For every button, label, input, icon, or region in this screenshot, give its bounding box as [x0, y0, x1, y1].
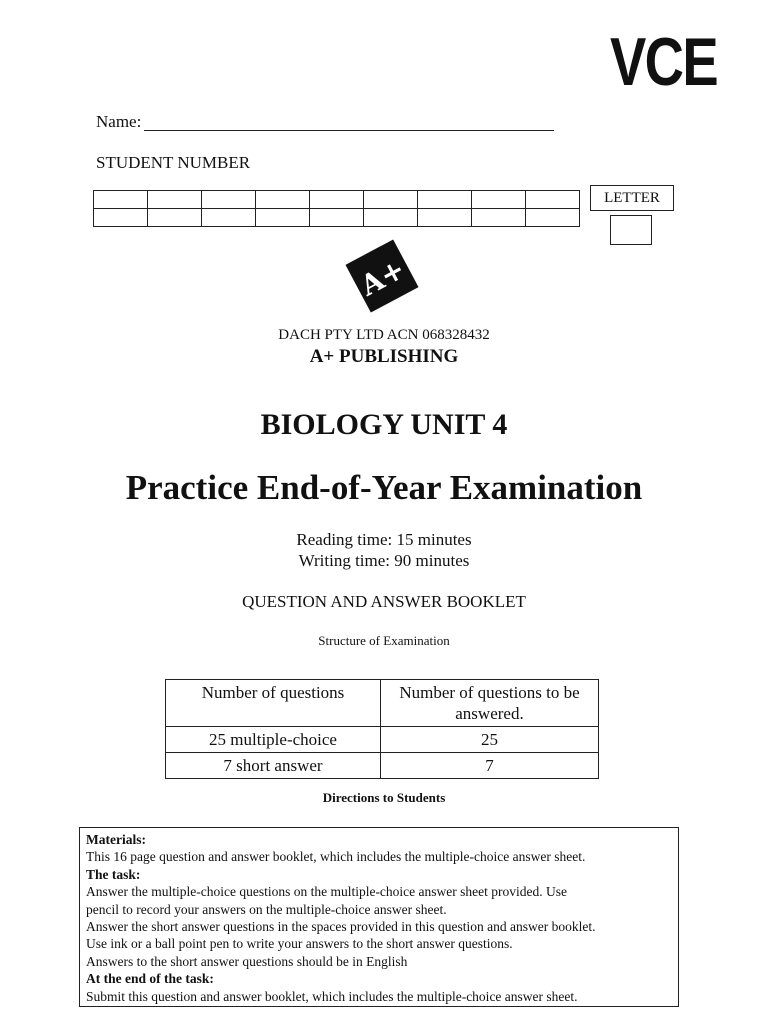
- student-number-cell[interactable]: [202, 191, 256, 209]
- student-number-cell[interactable]: [256, 191, 310, 209]
- company-info: DACH PTY LTD ACN 068328432: [278, 327, 490, 343]
- name-label: Name:: [96, 112, 142, 131]
- a-plus-logo: [343, 237, 421, 315]
- student-number-cell[interactable]: [94, 209, 148, 227]
- booklet-label: QUESTION AND ANSWER BOOKLET: [242, 592, 526, 611]
- student-number-label: STUDENT NUMBER: [96, 153, 251, 172]
- name-field-line[interactable]: [144, 130, 554, 131]
- task-line: Answer the short answer questions in the spaces provided in this question and answer booklet.: [86, 919, 596, 935]
- student-number-cell[interactable]: [526, 191, 580, 209]
- end-heading: At the end of the task:: [86, 971, 214, 987]
- student-number-cell[interactable]: [364, 209, 418, 227]
- end-text: Submit this question and answer booklet, which includes the multiple-choice answer sheet.: [86, 988, 578, 1004]
- task-line: Answer the multiple-choice questions on the multiple-choice answer sheet provided. Use: [86, 884, 567, 900]
- task-heading: The task:: [86, 866, 141, 882]
- table-row: [166, 727, 599, 753]
- task-line: pencil to record your answers on the multiple-choice answer sheet.: [86, 901, 447, 917]
- publisher-name: A+ PUBLISHING: [309, 346, 459, 367]
- task-line: Use ink or a ball point pen to write your answers to the short answer questions.: [86, 936, 513, 952]
- reading-time: Reading time: 15 minutes: [296, 530, 472, 549]
- structure-caption: Structure of Examination: [318, 633, 450, 648]
- materials-heading: Materials:: [86, 832, 146, 847]
- student-number-cell[interactable]: [472, 209, 526, 227]
- table-cell: 7 short answer: [166, 753, 381, 779]
- student-number-cell[interactable]: [310, 191, 364, 209]
- student-number-cell[interactable]: [418, 209, 472, 227]
- letter-box[interactable]: [610, 215, 652, 245]
- directions-caption: Directions to Students: [322, 790, 446, 805]
- student-number-cell[interactable]: [202, 209, 256, 227]
- student-number-cell[interactable]: [148, 209, 202, 227]
- student-number-cell[interactable]: [310, 209, 364, 227]
- student-number-cell[interactable]: [418, 191, 472, 209]
- table-cell: 7: [381, 753, 599, 779]
- writing-time: Writing time: 90 minutes: [298, 551, 470, 570]
- directions-box: [79, 827, 679, 1007]
- table-header: Number of questions: [166, 680, 381, 727]
- table-row: [166, 753, 599, 779]
- student-number-grid[interactable]: [93, 190, 580, 227]
- table-cell: 25: [381, 727, 599, 753]
- student-number-cell[interactable]: [256, 209, 310, 227]
- vce-logo: VCE: [610, 24, 718, 100]
- student-number-cell[interactable]: [472, 191, 526, 209]
- student-number-cell[interactable]: [94, 191, 148, 209]
- table-cell: 25 multiple-choice: [166, 727, 381, 753]
- logo-text: A+: [355, 252, 411, 303]
- exam-title: Practice End-of-Year Examination: [125, 468, 643, 507]
- student-number-cell[interactable]: [148, 191, 202, 209]
- student-number-cell[interactable]: [526, 209, 580, 227]
- table-header: Number of questions to be answered.: [381, 680, 599, 727]
- task-line: Answers to the short answer questions should be in English: [86, 953, 408, 969]
- table-header-row: [166, 680, 599, 727]
- materials-text: This 16 page question and answer booklet, which includes the multiple-choice answer sheet.: [86, 849, 586, 865]
- student-number-cell[interactable]: [364, 191, 418, 209]
- letter-label: LETTER: [590, 185, 674, 211]
- exam-structure-table: [165, 679, 599, 779]
- subject-heading: BIOLOGY UNIT 4: [260, 408, 508, 441]
